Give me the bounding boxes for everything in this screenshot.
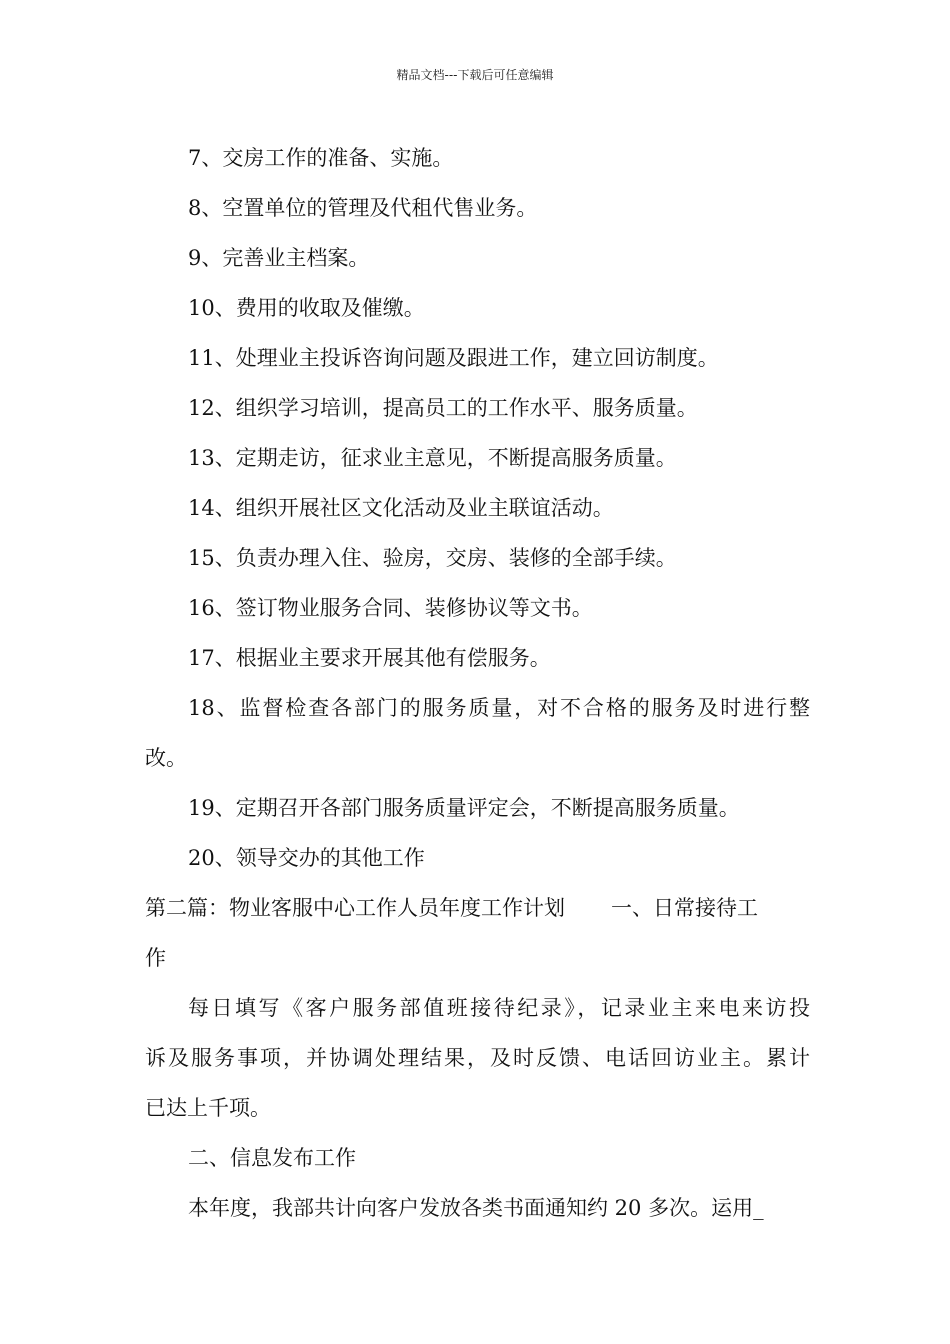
paragraph-1-line1: 每日填写《客户服务部值班接待纪录》，记录业主来电来访投: [188, 996, 810, 1020]
list-item: 14、组织开展社区文化活动及业主联谊活动。: [188, 496, 614, 520]
section-2-subheading-start: 一、日常接待工: [611, 896, 758, 920]
section-2-title: 第二篇：物业客服中心工作人员年度工作计划: [145, 896, 565, 920]
list-item-18-line2: 改。: [145, 746, 187, 770]
paragraph-1-line3: 已达上千项。: [145, 1096, 271, 1120]
list-item: 11、处理业主投诉咨询问题及跟进工作，建立回访制度。: [188, 346, 719, 370]
list-item: 7、交房工作的准备、实施。: [188, 146, 454, 170]
list-item-18-line1: 18、监督检查各部门的服务质量，对不合格的服务及时进行整: [188, 696, 810, 720]
list-item: 10、费用的收取及催缴。: [188, 296, 425, 320]
section-2-title-line: [145, 883, 810, 933]
list-item: 16、签订物业服务合同、装修协议等文书。: [188, 596, 593, 620]
document-body: [145, 133, 810, 1233]
list-item: 15、负责办理入住、验房，交房、装修的全部手续。: [188, 546, 677, 570]
list-item: 20、领导交办的其他工作: [188, 846, 425, 870]
list-item: 13、定期走访，征求业主意见，不断提高服务质量。: [188, 446, 677, 470]
list-item: 8、空置单位的管理及代租代售业务。: [188, 196, 538, 220]
page-header: 精品文档---下载后可任意编辑: [396, 68, 554, 82]
list-item: 17、根据业主要求开展其他有偿服务。: [188, 646, 551, 670]
section-2-subheading-end: 作: [145, 946, 166, 970]
paragraph-1-line2: 诉及服务事项，并协调处理结果，及时反馈、电话回访业主。累计: [145, 1046, 810, 1070]
list-item: 9、完善业主档案。: [188, 246, 370, 270]
paragraph-2-line1: 本年度，我部共计向客户发放各类书面通知约 20 多次。运用_: [188, 1196, 764, 1220]
section-heading: 二、信息发布工作: [188, 1146, 356, 1170]
list-item: 19、定期召开各部门服务质量评定会，不断提高服务质量。: [188, 796, 740, 820]
list-item: 12、组织学习培训，提高员工的工作水平、服务质量。: [188, 396, 698, 420]
